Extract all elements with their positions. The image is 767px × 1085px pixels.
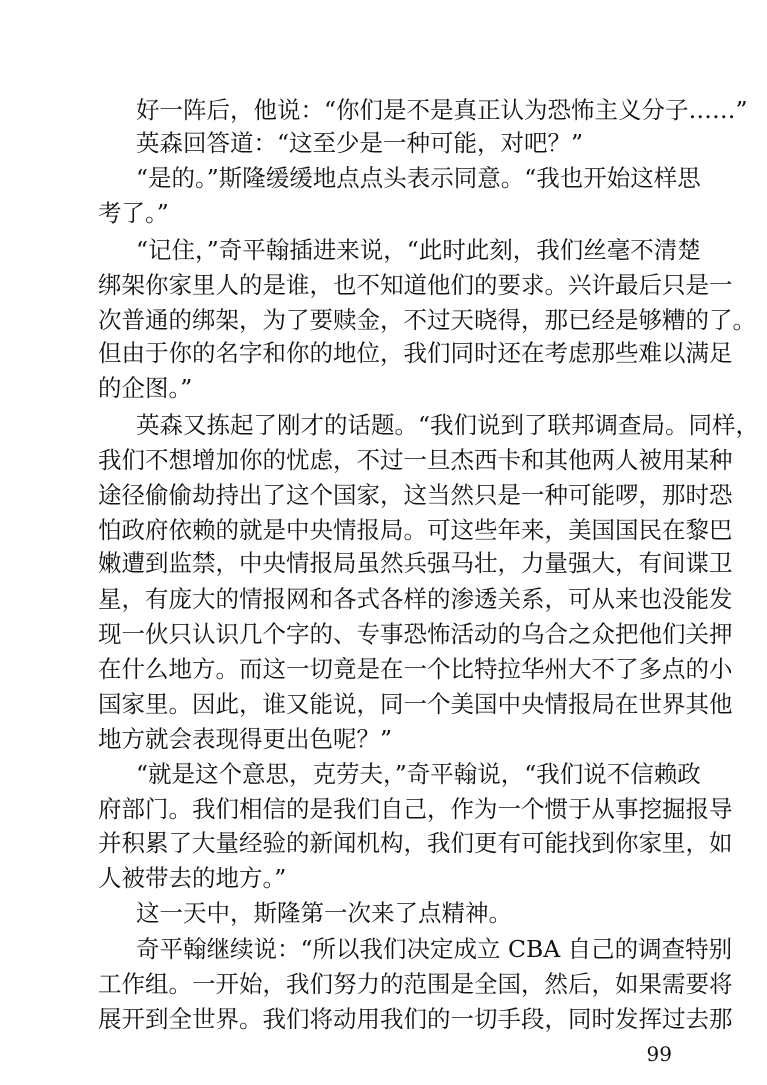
text-line: 怕政府依赖的就是中央情报局。可这些年来，美国国民在黎巴: [98, 516, 733, 544]
text-line: 现一伙只认识几个字的、专事恐怖活动的乌合之众把他们关押: [98, 620, 733, 648]
text-line: 这一天中，斯隆第一次来了点精神。: [136, 899, 512, 927]
text-line: 好一阵后，他说：“你们是不是真正认为恐怖主义分子……”: [136, 96, 748, 124]
text-line: “是的。”斯隆缓缓地点点头表示同意。“我也开始这样思: [136, 164, 701, 192]
text-line: 工作组。一开始，我们努力的范围是全国，然后，如果需要将: [98, 970, 733, 998]
text-line: 府部门。我们相信的是我们自己，作为一个惯于从事挖掘报导: [98, 795, 733, 823]
text-line: 在什么地方。而这一切竟是在一个比特拉华州大不了多点的小: [98, 655, 733, 683]
text-line: 地方就会表现得更出色呢？”: [98, 725, 393, 753]
text-line: 英森又拣起了刚才的话题。“我们说到了联邦调查局。同样，: [136, 411, 760, 439]
text-line: 次普通的绑架，为了要赎金，不过天晓得，那已经是够糟的了。: [98, 306, 756, 334]
text-line: “就是这个意思，克劳夫，”奇平翰说，“我们说不信赖政: [136, 760, 701, 788]
page-number: 99: [646, 1042, 672, 1066]
text-line: 人被带去的地方。”: [98, 864, 287, 892]
text-line: 国家里。因此，谁又能说，同一个美国中央情报局在世界其他: [98, 690, 733, 718]
text-line: 英森回答道：“这至少是一种可能，对吧？”: [136, 129, 584, 157]
text-line: 星，有庞大的情报网和各式各样的渗透关系，可从来也没能发: [98, 585, 733, 613]
text-line: “记住，”奇平翰插进来说，“此时此刻，我们丝毫不清楚: [136, 236, 701, 264]
text-line: 但由于你的名字和你的地位，我们同时还在考虑那些难以满足: [98, 339, 733, 367]
text-line: 绑架你家里人的是谁，也不知道他们的要求。兴许最后只是一: [98, 271, 733, 299]
text-line: 的企图。”: [98, 374, 193, 402]
text-line: 考了。”: [98, 199, 169, 227]
text-line: 并积累了大量经验的新闻机构，我们更有可能找到你家里，如: [98, 829, 733, 857]
text-line: 途径偷偷劫持出了这个国家，这当然只是一种可能啰，那时恐: [98, 481, 733, 509]
text-line: 嫩遭到监禁，中央情报局虽然兵强马壮，力量强大，有间谍卫: [98, 549, 733, 577]
text-line: 我们不想增加你的忧虑，不过一旦杰西卡和其他两人被用某种: [98, 446, 733, 474]
text-line: 展开到全世界。我们将动用我们的一切手段，同时发挥过去那: [98, 1005, 733, 1033]
text-line: 奇平翰继续说：“所以我们决定成立 CBA 自己的调查特别: [136, 935, 733, 963]
